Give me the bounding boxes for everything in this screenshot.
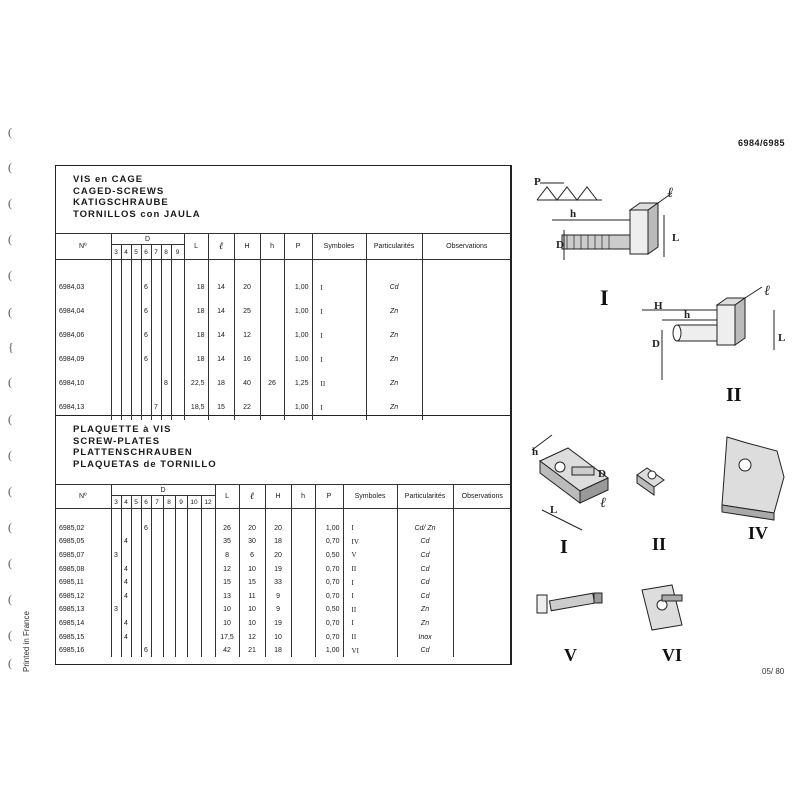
d-size: 7 — [151, 245, 161, 260]
screw-shank — [562, 235, 632, 249]
col-particularites: Particularités — [366, 234, 422, 260]
section1-title-de: KATIGSCHRAUBE — [73, 197, 169, 208]
cage-side — [648, 203, 658, 254]
margin-mark: ( — [8, 268, 12, 282]
col-l: ℓ — [239, 485, 265, 509]
table-row: 6984,06 6 18 14 12 1,00 I Zn — [55, 324, 511, 348]
d-size: 8 — [161, 245, 171, 260]
d-size: 5 — [131, 245, 141, 260]
caged-screw-drawing-II — [642, 284, 785, 380]
margin-mark: ( — [8, 628, 12, 642]
margin-mark: ( — [8, 412, 12, 426]
screw-drawing-V — [537, 593, 602, 613]
table-row: 6985,08 4 12 10 19 0,70 II Cd — [55, 562, 511, 576]
margin-mark: ( — [8, 592, 12, 606]
d-size: 9 — [171, 245, 184, 260]
table-row: 6985,11 4 15 15 33 0,70 I Cd — [55, 576, 511, 590]
screw-plate-drawing-II — [637, 468, 664, 495]
table-row: 6985,16 6 42 21 18 1,00 VI Cd — [55, 644, 511, 658]
margin-mark: ( — [8, 196, 12, 210]
margin-mark: ( — [8, 125, 12, 139]
table-row: 6985,13 3 10 10 9 0,50 II Zn — [55, 603, 511, 617]
label-h: h — [532, 446, 539, 458]
table-row: 6985,07 3 8 6 20 0,50 V Cd — [55, 549, 511, 563]
symbol-IV: IV — [748, 523, 769, 543]
col-observations: Observations — [453, 485, 511, 509]
symbol-I: I — [600, 285, 609, 310]
d-size: 4 — [121, 496, 131, 509]
table-row: 6985,02 6 26 20 20 1,00 I Cd/ Zn — [55, 522, 511, 536]
screw-plates-table — [55, 484, 511, 657]
col-L: L — [184, 234, 208, 260]
d-size: 4 — [121, 245, 131, 260]
d-size: 3 — [111, 245, 121, 260]
label-l: ℓ — [600, 496, 606, 511]
cage-side — [735, 298, 745, 345]
screw-plate-drawing-IV — [722, 437, 784, 520]
margin-mark: ( — [8, 520, 12, 534]
cage-body — [717, 305, 735, 345]
label-L: L — [778, 332, 786, 344]
screw-nut — [594, 593, 602, 603]
symbol-II: II — [726, 384, 742, 406]
table-row: 6985,05 4 35 30 18 0,70 IV Cd — [55, 535, 511, 549]
label-l: ℓ — [667, 186, 673, 201]
col-particularites: Particularités — [397, 485, 453, 509]
col-h: h — [260, 234, 284, 260]
col-d: D — [111, 485, 215, 496]
plate-hole — [739, 459, 751, 471]
col-l: ℓ — [208, 234, 234, 260]
d-size: 8 — [163, 496, 175, 509]
margin-mark: { — [8, 340, 14, 354]
section2-title-en: SCREW-PLATES — [73, 435, 161, 447]
col-h: h — [291, 485, 315, 509]
margin-mark: ( — [8, 375, 12, 389]
cage-body — [630, 210, 648, 254]
table-row: 6984,10 8 22,5 18 40 26 1,25 II Zn — [55, 372, 511, 396]
d-size: 3 — [111, 496, 121, 509]
caged-screw-drawing-I — [534, 176, 679, 260]
margin-mark: ( — [8, 448, 12, 462]
d-size: 5 — [131, 496, 141, 509]
symbol-I-plate: I — [560, 536, 568, 558]
section1-title-es: TORNILLOS con JAULA — [73, 208, 201, 220]
thread-profile-icon — [537, 187, 597, 200]
section2-title-es: PLAQUETAS de TORNILLO — [73, 458, 217, 470]
label-l: ℓ — [764, 284, 770, 299]
margin-mark: ( — [8, 556, 12, 570]
section1-title-en: CAGED-SCREWS — [73, 185, 165, 197]
d-size: 6 — [141, 496, 151, 509]
margin-mark: ( — [8, 305, 12, 319]
margin-mark: ( — [8, 656, 12, 670]
col-symboles: Symboles — [343, 485, 397, 509]
section2-title-de: PLATTENSCHRAUBEN — [73, 447, 193, 458]
shank-end — [673, 325, 681, 341]
plate-screw — [572, 467, 594, 475]
table-row: 6984,13 7 18,5 15 22 1,00 I Zn — [55, 396, 511, 420]
plate-hole — [648, 471, 656, 479]
label-h: h — [570, 208, 577, 220]
table-row: 6984,09 6 18 14 16 1,00 I Zn — [55, 348, 511, 372]
screw-plate-drawing-VI — [642, 585, 682, 630]
caged-screws-table — [55, 233, 511, 420]
col-L: L — [215, 485, 239, 509]
col-no: Nº — [55, 485, 111, 509]
label-h: h — [684, 309, 691, 321]
plate-body — [722, 437, 784, 513]
label-p: P — [534, 176, 541, 188]
section2-title-fr: PLAQUETTE à VIS — [73, 424, 172, 435]
table-row: 6984,04 6 18 14 25 1,00 I Zn — [55, 300, 511, 324]
technical-drawings — [512, 165, 800, 665]
d-size: 10 — [187, 496, 201, 509]
section2-titles — [73, 424, 217, 470]
screw-shank — [549, 593, 594, 610]
footer-code: 05/ 80 — [762, 667, 785, 676]
margin-mark: ( — [8, 232, 12, 246]
table-row: 6984,03 6 18 14 20 1,00 I Cd — [55, 276, 511, 300]
symbol-V: V — [564, 645, 577, 665]
L-dimension — [542, 510, 582, 530]
d-size: 7 — [151, 496, 163, 509]
document-number: 6984/6985 — [738, 138, 786, 148]
table-row: 6985,12 4 13 11 9 0,70 I Cd — [55, 589, 511, 603]
table-row: 6985,15 4 17,5 12 10 0,70 II Inox — [55, 630, 511, 644]
label-D: D — [556, 239, 564, 251]
d-size: 6 — [141, 245, 151, 260]
label-H: H — [654, 300, 663, 312]
plate-hole — [555, 462, 565, 472]
section1-title-fr: VIS en CAGE — [73, 174, 144, 185]
label-D: D — [598, 468, 606, 480]
symbol-VI: VI — [662, 645, 683, 665]
col-H: H — [265, 485, 291, 509]
printed-in-france: Printed in France — [22, 611, 31, 672]
label-D: D — [652, 338, 660, 350]
col-symboles: Symboles — [312, 234, 366, 260]
col-d: D — [111, 234, 184, 245]
screw-plate-drawing-I — [532, 435, 608, 530]
margin-mark: ( — [8, 160, 12, 174]
col-P: P — [284, 234, 312, 260]
label-L: L — [550, 504, 558, 516]
l-leader — [745, 287, 762, 298]
margin-mark: ( — [8, 484, 12, 498]
label-L: L — [672, 232, 680, 244]
col-observations: Observations — [422, 234, 511, 260]
d-size: 9 — [175, 496, 187, 509]
screw-head — [537, 595, 547, 613]
col-no: Nº — [55, 234, 111, 260]
plate-slot — [662, 595, 682, 601]
symbol-II-plate: II — [652, 534, 667, 554]
table-row: 6985,14 4 10 10 19 0,70 I Zn — [55, 617, 511, 631]
col-H: H — [234, 234, 260, 260]
col-P: P — [315, 485, 343, 509]
section1-titles — [73, 174, 201, 220]
d-size: 12 — [201, 496, 215, 509]
